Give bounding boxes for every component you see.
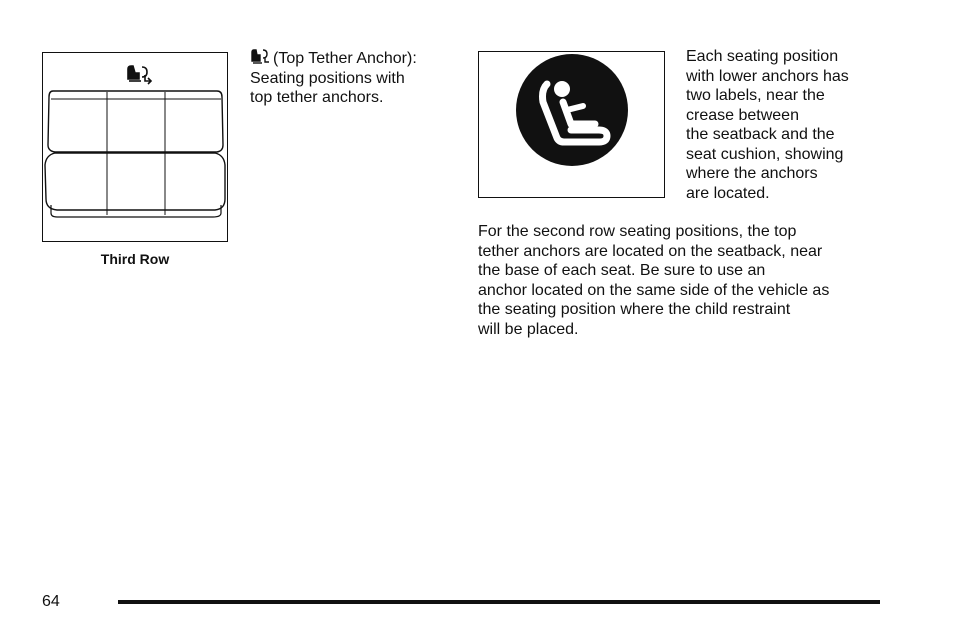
page-number: 64 xyxy=(42,593,60,610)
tether-line-2: Seating positions with xyxy=(250,69,405,87)
second-row-line-5: the seating position where the child restraint xyxy=(478,301,791,318)
second-row-line-1: For the second row seating positions, the top xyxy=(478,223,797,240)
lower-anchor-line-5: the seatback and the xyxy=(686,126,835,143)
lower-anchor-symbol-figure xyxy=(478,51,665,198)
second-row-line-3: the base of each seat. Be sure to use an xyxy=(478,262,766,279)
lower-anchor-line-6: seat cushion, showing xyxy=(686,145,844,163)
second-row-line-6: will be placed. xyxy=(478,320,579,338)
lower-anchor-line-4: crease between xyxy=(686,106,799,124)
lower-anchor-line-2: with lower anchors has xyxy=(686,67,849,85)
lower-anchor-line-3: two labels, near the xyxy=(686,87,825,104)
child-seat-lower-anchor-icon xyxy=(479,52,663,196)
third-row-seat-figure xyxy=(42,52,228,242)
tether-anchor-icon xyxy=(250,49,270,65)
second-row-line-4: anchor located on the same side of the vehicle as xyxy=(478,281,830,299)
lower-anchor-line-8: are located. xyxy=(686,184,770,202)
seat-illustration xyxy=(43,53,226,240)
tether-anchor-icon xyxy=(128,66,151,84)
lower-anchor-line-1: Each seating position xyxy=(686,48,839,65)
figure-caption: Third Row xyxy=(100,251,170,267)
footer-rule xyxy=(118,600,880,604)
second-row-paragraph xyxy=(478,222,888,339)
tether-line-1: (Top Tether Anchor): xyxy=(273,50,417,67)
tether-line-3: top tether anchors. xyxy=(250,89,384,106)
lower-anchor-line-7: where the anchors xyxy=(686,165,818,182)
second-row-line-2: tether anchors are located on the seatback, near xyxy=(478,242,823,260)
lower-anchor-description xyxy=(686,47,886,203)
tether-anchor-description xyxy=(250,49,460,108)
